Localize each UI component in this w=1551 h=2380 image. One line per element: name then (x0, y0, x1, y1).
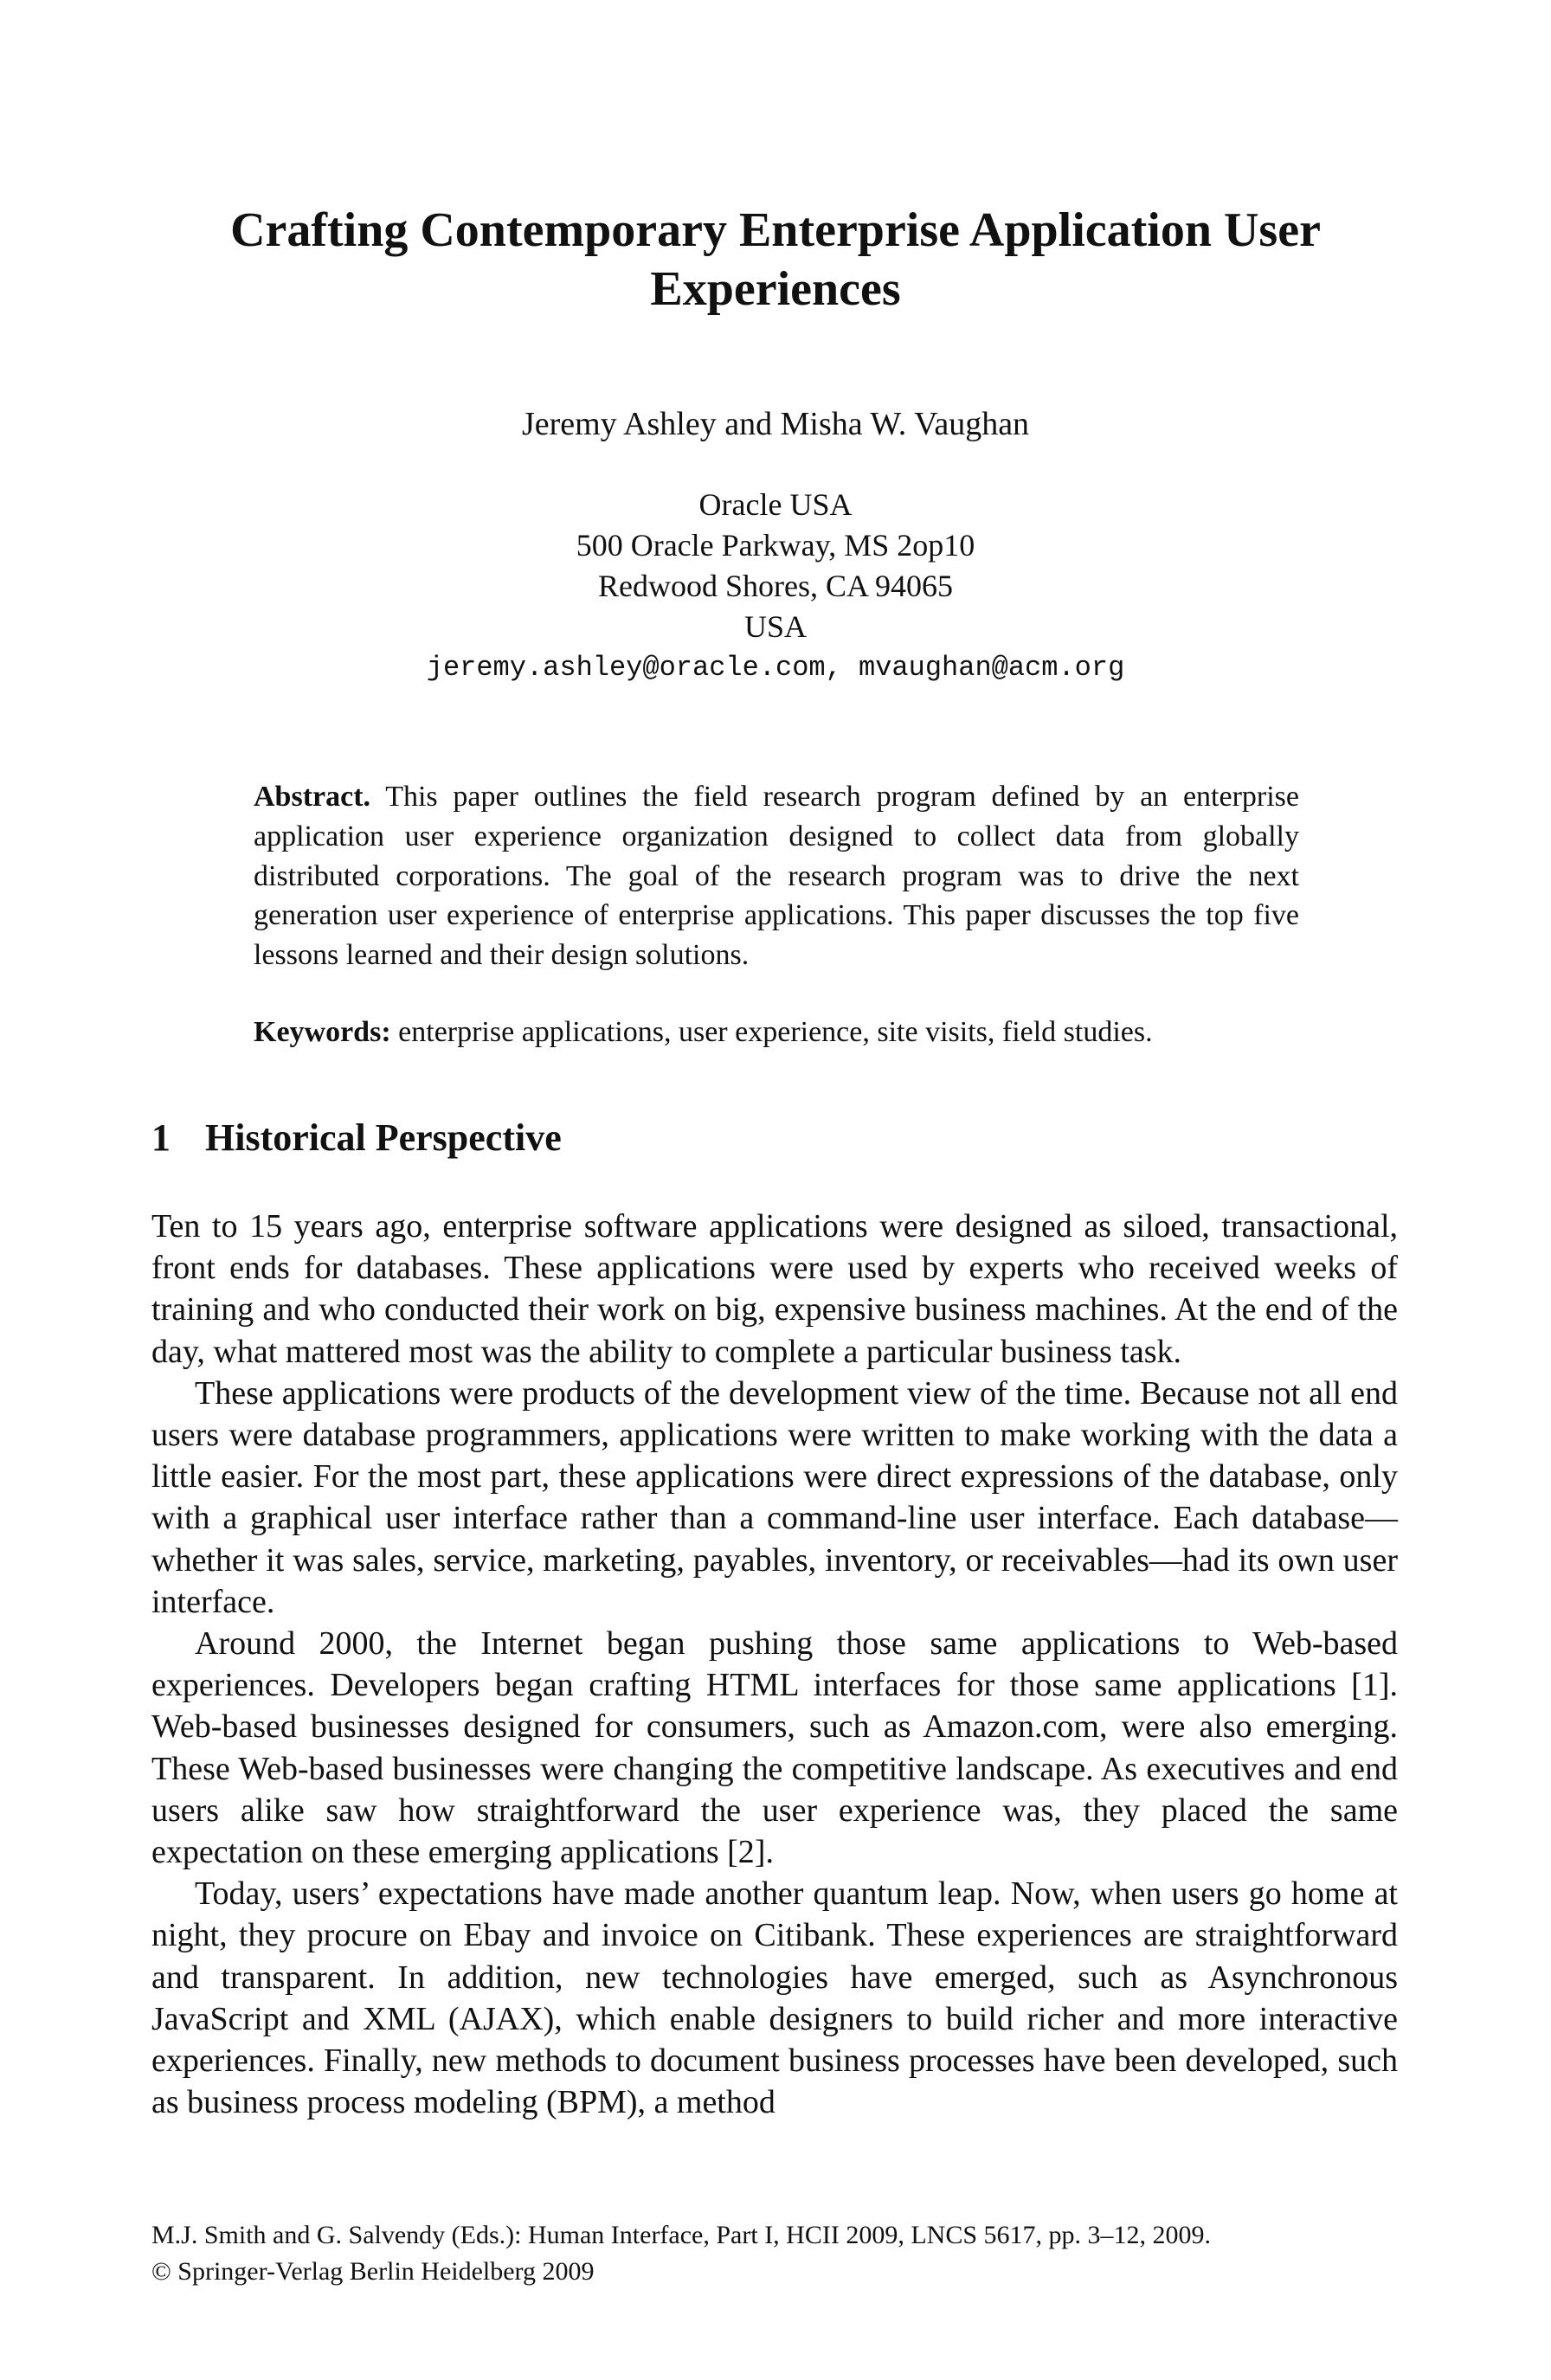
affiliation-block (147, 485, 1404, 689)
footer-copyright: © Springer-Verlag Berlin Heidelberg 2009 (151, 2257, 595, 2286)
abstract-label: Abstract. (254, 781, 371, 813)
paper-title: Crafting Contemporary Enterprise Application User Experiences (230, 203, 1321, 316)
section-title: Historical Perspective (205, 1116, 562, 1159)
abstract (254, 777, 1299, 975)
abstract-text: This paper outlines the field research program defined by an enterprise application user experience organization designed to collect data from globally distributed corporations. The goal of the research program was to drive the next generation user experience of enterprise applications. This paper discusses the top five lessons learned and their design solutions. (254, 781, 1299, 972)
body-paragraph: Around 2000, the Internet began pushing those same applications to Web-based experiences. Developers began crafting HTML interfaces for those same applications [1]. Web-based businesses designed for consumers, such as Amazon.com, were also emerging. These Web-based businesses were changing the competitive landscape. As executives and end users alike saw how straightforward the user experience was, they placed the same expectation on these emerging applications [2]. (151, 1625, 1398, 1871)
section-heading (151, 1112, 1408, 1164)
keywords-text: enterprise applications, user experience, site visits, field studies. (398, 1016, 1153, 1048)
affiliation-country: USA (743, 609, 808, 644)
author-emails: jeremy.ashley@oracle.com, mvaughan@acm.org (426, 652, 1125, 684)
keywords-label: Keywords: (254, 1016, 391, 1048)
footer-citation: M.J. Smith and G. Salvendy (Eds.): Human Interface, Part I, HCII 2009, LNCS 5617, pp. 3–12, 2009. (151, 2221, 1212, 2249)
section-body (151, 1206, 1398, 2123)
body-paragraph: Today, users’ expectations have made another quantum leap. Now, when users go home at night, they procure on Ebay and invoice on Citibank. These experiences are straightforward and transparent. In addition, new technologies have emerged, such as Asynchronous JavaScript and XML (AJAX), which enable designers to build richer and more interactive experiences. Finally, new methods to document business processes have been developed, such as business process modeling (BPM), a method (151, 1875, 1398, 2121)
body-paragraph: These applications were products of the development view of the time. Because not all end users were database programmers, applications were written to make working with the data a little easier. For the most part, these applications were direct expressions of the database, only with a graphical user interface rather than a command-line user interface. Each database—whether it was sales, service, marketing, payables, inventory, or receivables—had its own user interface. (151, 1374, 1398, 1620)
affiliation-street: 500 Oracle Parkway, MS 2op10 (576, 528, 975, 563)
affiliation-organization: Oracle USA (698, 487, 853, 522)
affiliation-city: Redwood Shores, CA 94065 (597, 569, 953, 603)
page-footer (151, 2217, 1398, 2290)
section-number: 1 (151, 1116, 171, 1159)
keywords (254, 1013, 1299, 1052)
body-paragraph: Ten to 15 years ago, enterprise software applications were designed as siloed, transactional, front ends for databases. These applications were used by experts who received weeks of training and who conducted their work on big, expensive business machines. At the end of the day, what mattered most was the ability to complete a particular business task. (151, 1208, 1398, 1370)
author-list: Jeremy Ashley and Misha W. Vaughan (521, 406, 1030, 442)
